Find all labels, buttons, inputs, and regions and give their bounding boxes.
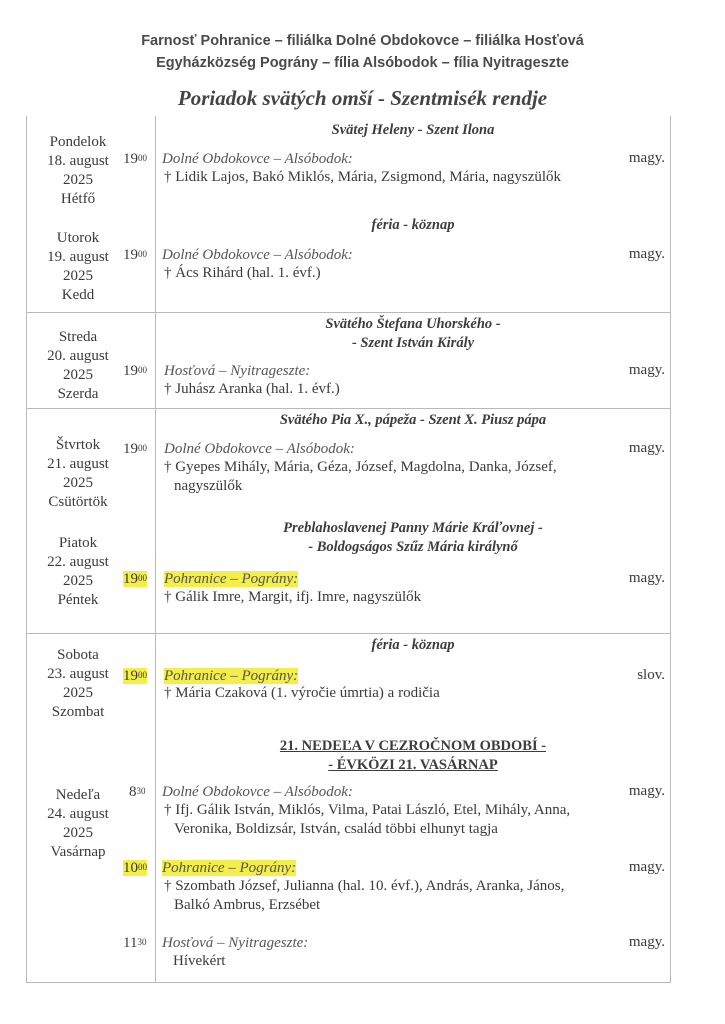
mass-language: magy. xyxy=(628,859,665,875)
feast-title: féria - köznap xyxy=(371,637,455,653)
mass-language: magy. xyxy=(628,570,665,586)
feast-title: 21. NEDEĽA V CEZROČNOM OBDOBÍ - - ÉVKÖZI 21. VASÁRNAP xyxy=(279,738,547,773)
day-label-saturday: Sobota 23. august 2025 Szombat xyxy=(47,647,109,720)
mass-time: $19^{00}$ xyxy=(123,441,147,457)
feast-title: Preblahoslavenej Panny Márie Kráľovnej - - Boldogságos Szűz Mária királynő xyxy=(283,520,543,555)
row-divider xyxy=(27,312,670,313)
mass-intention: † Szombath József, Julianna (hal. 10. évf.), András, Aranka, János, Balkó Ambrus, Erzsébet xyxy=(164,878,565,913)
mass-location: Dolné Obdokovce – Alsóbodok: xyxy=(162,784,353,800)
day-label-thursday: Štvrtok 21. august 2025 Csütörtök xyxy=(47,437,109,510)
mass-intention: Hívekért xyxy=(173,953,226,969)
mass-language: magy. xyxy=(628,440,665,456)
mass-schedule-table xyxy=(26,116,671,983)
mass-language: slov. xyxy=(637,667,665,683)
feast-title: Svätého Štefana Uhorského - - Szent István Király xyxy=(325,316,501,351)
mass-language: magy. xyxy=(628,246,665,262)
mass-time: $11^{30}$ xyxy=(123,935,147,951)
mass-language: magy. xyxy=(628,934,665,950)
mass-location: Hosťová – Nyitrageszte: xyxy=(162,935,309,951)
mass-location: Dolné Obdokovce – Alsóbodok: xyxy=(164,441,355,457)
day-label-wednesday: Streda 20. august 2025 Szerda xyxy=(47,329,109,402)
mass-intention: † Lidik Lajos, Bakó Miklós, Mária, Zsigmond, Mária, nagyszülők xyxy=(164,169,562,185)
row-divider xyxy=(27,408,670,409)
mass-location: Hosťová – Nyitrageszte: xyxy=(164,363,311,379)
mass-intention: † Mária Czaková (1. výročie úmrtia) a rodičia xyxy=(164,685,440,701)
mass-time: $8^{30}$ xyxy=(129,784,146,800)
mass-intention: † Gálik Imre, Margit, ifj. Imre, nagyszülők xyxy=(164,589,422,605)
parish-header-line-2: Egyházközség Pográny – fília Alsóbodok – fília Nyitrageszte xyxy=(156,55,569,71)
feast-title: Svätého Pia X., pápeža - Szent X. Piusz pápa xyxy=(279,412,547,428)
feast-title: Svätej Heleny - Szent Ilona xyxy=(331,122,495,138)
mass-language: magy. xyxy=(628,783,665,799)
mass-intention: † Juhász Aranka (hal. 1. évf.) xyxy=(164,381,340,397)
mass-location: Pohranice – Pográny: xyxy=(162,860,297,876)
mass-location: Dolné Obdokovce – Alsóbodok: xyxy=(162,151,353,167)
mass-time: $19^{00}$ xyxy=(123,363,147,379)
mass-language: magy. xyxy=(628,362,665,378)
row-divider xyxy=(27,633,670,634)
mass-time: $19^{00}$ xyxy=(123,151,147,167)
mass-location: Pohranice – Pográny: xyxy=(164,571,299,587)
page-title: Poriadok svätých omší - Szentmisék rendje xyxy=(177,86,548,110)
day-label-tuesday: Utorok 19. august 2025 Kedd xyxy=(47,230,109,303)
mass-time: $19^{00}$ xyxy=(123,247,147,263)
mass-time: $19^{00}$ xyxy=(123,668,147,684)
mass-intention: † Gyepes Mihály, Mária, Géza, József, Magdolna, Danka, József, nagyszülők xyxy=(164,459,557,494)
mass-time: $10^{00}$ xyxy=(123,860,147,876)
mass-intention: † Ifj. Gálik István, Miklós, Vilma, Patai László, Etel, Mihály, Anna, Veronika, Boldizsár, István, család többi elhunyt tagja xyxy=(164,802,571,837)
mass-location: Pohranice – Pográny: xyxy=(164,668,299,684)
mass-language: magy. xyxy=(628,150,665,166)
mass-time: $19^{00}$ xyxy=(123,571,147,587)
parish-header-line-1: Farnosť Pohranice – filiálka Dolné Obdokovce – filiálka Hosťová xyxy=(141,33,584,49)
day-label-friday: Piatok 22. august 2025 Péntek xyxy=(47,535,109,608)
day-label-sunday: Nedeľa 24. august 2025 Vasárnap xyxy=(47,787,109,860)
mass-location: Dolné Obdokovce – Alsóbodok: xyxy=(162,247,353,263)
mass-intention: † Ács Rihárd (hal. 1. évf.) xyxy=(164,265,321,281)
feast-title: féria - köznap xyxy=(371,217,455,233)
day-label-monday: Pondelok 18. august 2025 Hétfő xyxy=(47,134,109,207)
